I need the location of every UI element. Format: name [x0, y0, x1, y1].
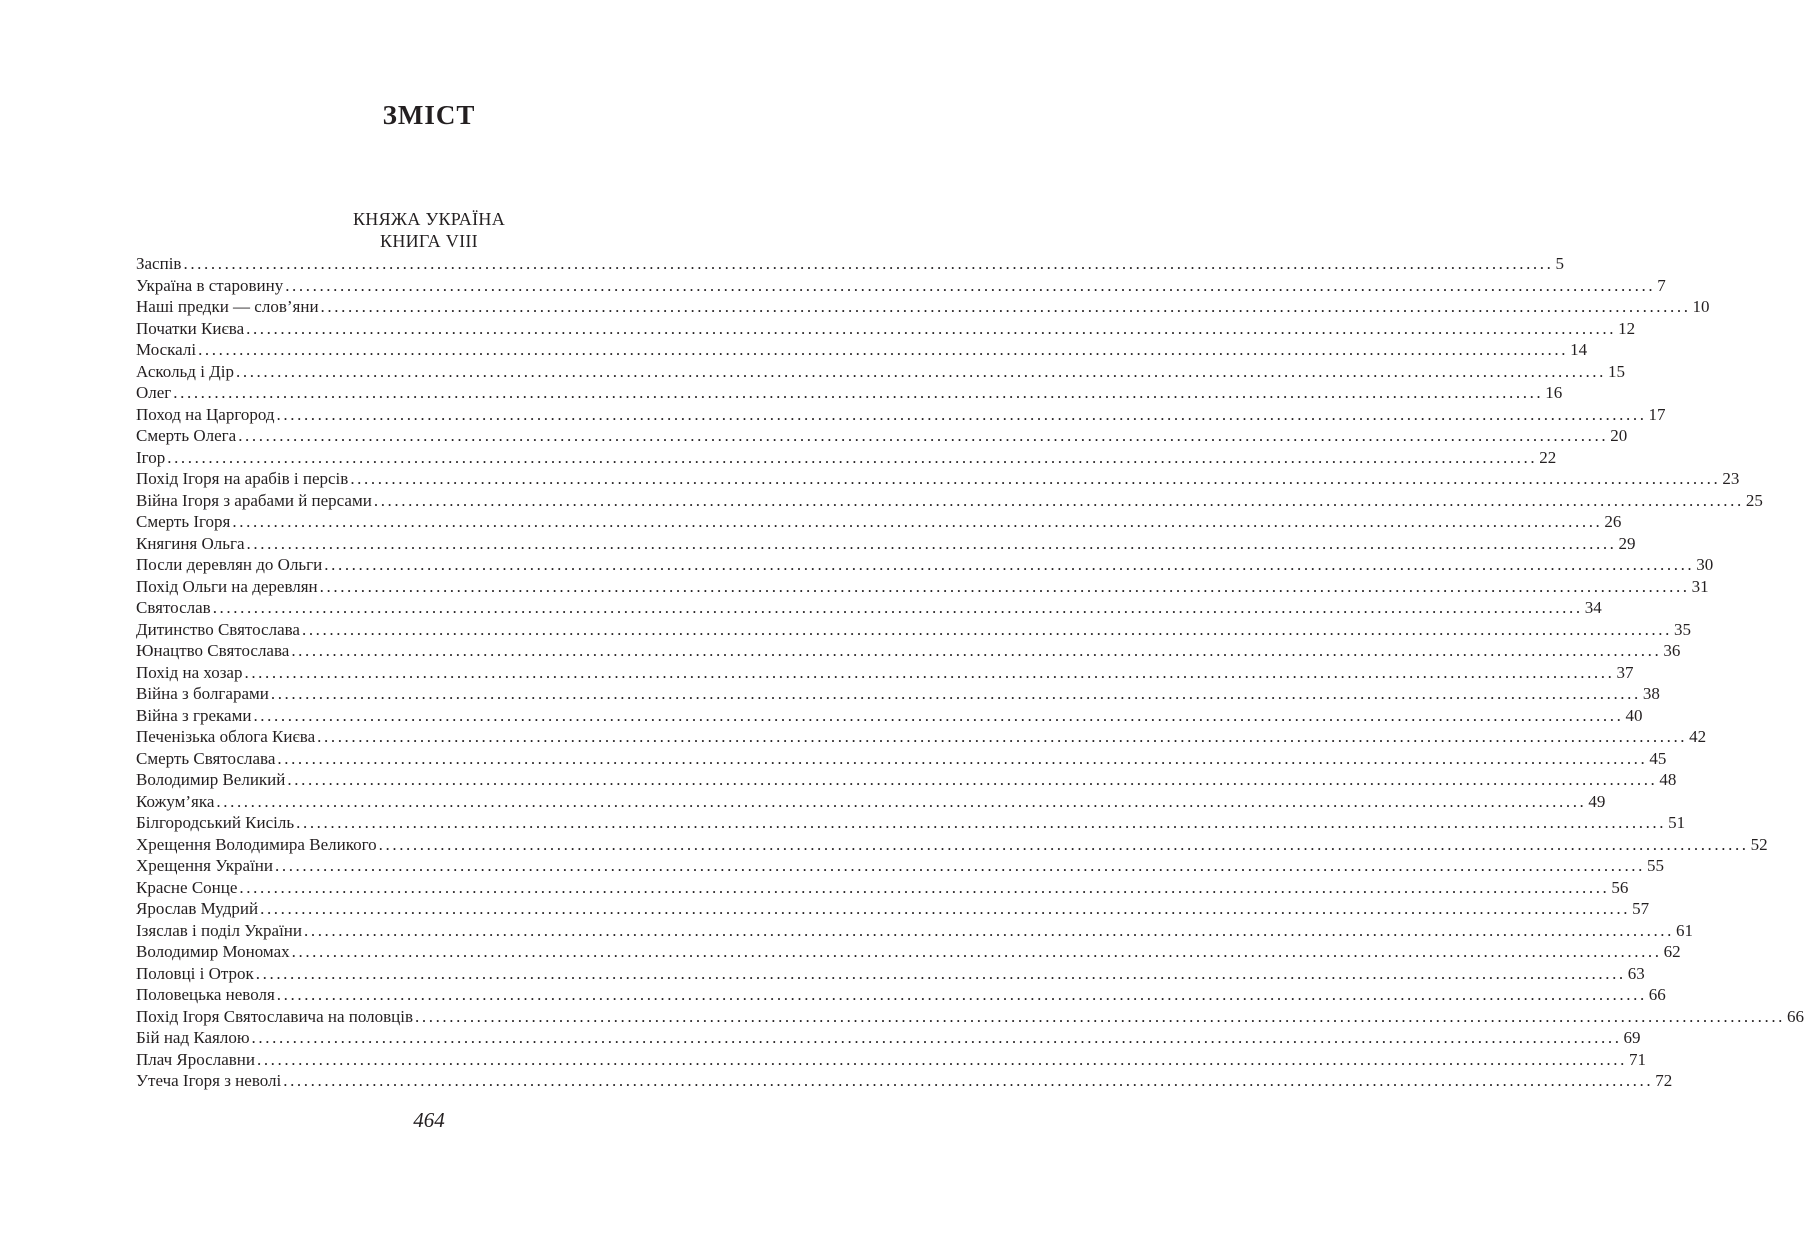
dot-leader: ........................................................................................................................................................................................................: [212, 598, 1583, 617]
toc-entry-title: Утеча Ігоря з неволі: [136, 1071, 282, 1090]
toc-entry-title: Ізяслав і поділ України: [136, 920, 302, 940]
dot-leader: ........................................................................................................................................................................................................: [283, 1071, 1654, 1090]
toc-entry-title: Хрещення Володимира Великого: [136, 834, 377, 854]
toc-entry-page: 29: [1618, 533, 1636, 553]
dot-leader: ........................................................................................................................................................................................................: [324, 555, 1695, 574]
dot-leader: ........................................................................................................................................................................................................: [251, 1028, 1622, 1047]
toc-entry-page: 31: [1691, 576, 1709, 596]
toc-entry-title: Плач Ярославни: [136, 1049, 255, 1069]
dot-leader: ........................................................................................................................................................................................................: [275, 856, 1645, 875]
toc-entry-page: 69: [1623, 1028, 1641, 1047]
toc-entry-page: 42: [1689, 727, 1707, 746]
dot-leader: ........................................................................................................................................................................................................: [244, 662, 1615, 682]
toc-entry: [136, 1027, 1641, 1049]
table-of-contents: [136, 253, 1804, 1092]
toc-entry: [136, 619, 1691, 641]
toc-entry: [136, 705, 1643, 727]
toc-entry-title: Юнацтво Святослава: [136, 641, 290, 660]
toc-entry-page: 16: [1545, 383, 1563, 402]
dot-leader: ........................................................................................................................................................................................................: [270, 684, 1641, 703]
toc-entry-page: 66: [1648, 985, 1666, 1004]
toc-entry-page: 51: [1668, 813, 1686, 832]
toc-entry: [136, 576, 1709, 598]
dot-leader: ........................................................................................................................................................................................................: [216, 791, 1587, 811]
toc-entry-title: Війна з греками: [136, 705, 252, 725]
dot-leader: ........................................................................................................................................................................................................: [277, 748, 1648, 768]
toc-entry-page: 30: [1696, 555, 1714, 574]
toc-entry-page: 37: [1616, 662, 1634, 682]
toc-entry-title: Війна Ігоря з арабами й персами: [136, 490, 372, 510]
toc-entry: [136, 662, 1634, 684]
dot-leader: ........................................................................................................................................................................................................: [253, 705, 1624, 725]
dot-leader: ........................................................................................................................................................................................................: [296, 813, 1667, 832]
toc-entry: [136, 941, 1681, 963]
toc-entry-page: 45: [1649, 748, 1667, 768]
dot-leader: ........................................................................................................................................................................................................: [183, 254, 1554, 273]
toc-entry-page: 55: [1647, 856, 1664, 875]
dot-leader: ........................................................................................................................................................................................................: [260, 899, 1631, 918]
toc-entry: [136, 791, 1606, 813]
dot-leader: ........................................................................................................................................................................................................: [276, 985, 1647, 1004]
dot-leader: ........................................................................................................................................................................................................: [232, 512, 1603, 531]
toc-entry: [136, 361, 1625, 383]
toc-entry-title: Початки Києва: [136, 318, 245, 338]
toc-entry-page: 17: [1648, 404, 1666, 424]
dot-leader: ........................................................................................................................................................................................................: [350, 469, 1721, 488]
toc-entry-title: Володимир Мономах: [136, 942, 290, 961]
toc-entry: [136, 490, 1763, 512]
toc-entry: [136, 554, 1714, 576]
toc-entry: [136, 533, 1636, 555]
toc-entry-title: Україна в старовину: [136, 275, 284, 295]
section-subtitle: КНИГА VIII: [380, 231, 478, 251]
dot-leader: ........................................................................................................................................................................................................: [287, 770, 1658, 789]
toc-entry-title: Княгиня Ольга: [136, 533, 245, 553]
toc-entry-page: 38: [1642, 684, 1660, 703]
toc-entry-title: Володимир Великий: [136, 770, 286, 789]
toc-entry-title: Наші предки — слов’яни: [136, 297, 319, 316]
dot-leader: ........................................................................................................................................................................................................: [291, 942, 1662, 961]
dot-leader: ........................................................................................................................................................................................................: [198, 340, 1569, 359]
toc-entry-page: 35: [1673, 619, 1691, 639]
dot-leader: ........................................................................................................................................................................................................: [320, 297, 1691, 316]
toc-entry: [136, 296, 1710, 318]
toc-entry: [136, 834, 1768, 856]
toc-entry-title: Олег: [136, 383, 172, 402]
toc-entry: [136, 898, 1650, 920]
dot-leader: ........................................................................................................................................................................................................: [285, 275, 1656, 295]
toc-entry-page: 63: [1627, 963, 1645, 983]
toc-entry: [136, 404, 1666, 426]
toc-entry-page: 34: [1584, 598, 1602, 617]
toc-entry-page: 20: [1610, 426, 1628, 445]
toc-entry-page: 49: [1588, 791, 1606, 811]
toc-entry: [136, 1049, 1646, 1071]
toc-entry-page: 71: [1628, 1049, 1646, 1069]
toc-entry-page: 26: [1604, 512, 1622, 531]
dot-leader: ........................................................................................................................................................................................................: [373, 490, 1744, 510]
dot-leader: ........................................................................................................................................................................................................: [319, 576, 1690, 596]
toc-entry: [136, 275, 1666, 297]
toc-entry-page: 57: [1632, 899, 1650, 918]
toc-entry-page: 10: [1692, 297, 1710, 316]
toc-entry-page: 12: [1618, 318, 1636, 338]
toc-entry-title: Білгородський Кисіль: [136, 813, 295, 832]
toc-entry-page: 48: [1659, 770, 1677, 789]
toc-entry-page: 15: [1608, 361, 1625, 381]
toc-entry: [136, 812, 1686, 834]
toc-entry-page: 7: [1657, 275, 1666, 295]
toc-entry-page: 62: [1663, 942, 1681, 961]
toc-entry: [136, 1006, 1804, 1028]
toc-entry-title: Печенізька облога Києва: [136, 727, 316, 746]
dot-leader: ........................................................................................................................................................................................................: [317, 727, 1688, 746]
toc-entry-title: Бій над Каялою: [136, 1028, 250, 1047]
toc-entry-title: Похід Ігоря на арабів і персів: [136, 469, 349, 488]
toc-entry-page: 40: [1625, 705, 1643, 725]
toc-entry-title: Москалі: [136, 340, 197, 359]
toc-entry-page: 72: [1655, 1071, 1673, 1090]
toc-entry-title: Красне Сонце: [136, 877, 238, 897]
toc-entry-title: Ігор: [136, 447, 166, 467]
toc-entry-page: 5: [1555, 254, 1564, 273]
toc-entry-page: 14: [1570, 340, 1588, 359]
toc-entry: [136, 683, 1660, 705]
dot-leader: ........................................................................................................................................................................................................: [239, 877, 1610, 897]
toc-entry-title: Поход на Царгород: [136, 404, 275, 424]
toc-entry-page: 36: [1663, 641, 1681, 660]
toc-entry: [136, 253, 1564, 275]
toc-entry: [136, 339, 1588, 361]
toc-entry: [136, 748, 1667, 770]
toc-entry-title: Хрещення України: [136, 856, 273, 875]
toc-entry-title: Аскольд і Дір: [136, 361, 234, 381]
toc-entry-title: Половці і Отрок: [136, 963, 254, 983]
toc-entry-title: Посли деревлян до Ольги: [136, 555, 323, 574]
dot-leader: ........................................................................................................................................................................................................: [246, 533, 1617, 553]
toc-entry: [136, 468, 1740, 490]
dot-leader: ........................................................................................................................................................................................................: [304, 920, 1674, 940]
toc-entry-title: Дитинство Святослава: [136, 619, 300, 639]
page-number: 464: [413, 1108, 445, 1132]
toc-entry: [136, 984, 1666, 1006]
toc-entry-title: Заспів: [136, 254, 182, 273]
section-title: КНЯЖА УКРАЇНА: [353, 209, 505, 229]
dot-leader: ........................................................................................................................................................................................................: [167, 447, 1538, 467]
toc-entry: [136, 511, 1622, 533]
toc-entry-page: 61: [1676, 920, 1693, 940]
toc-entry: [136, 769, 1677, 791]
toc-entry-page: 56: [1611, 877, 1629, 897]
toc-entry-page: 52: [1750, 834, 1768, 854]
dot-leader: ........................................................................................................................................................................................................: [173, 383, 1544, 402]
dot-leader: ........................................................................................................................................................................................................: [291, 641, 1662, 660]
toc-entry-title: Похід Ігоря Святославича на половців: [136, 1006, 414, 1026]
toc-entry-title: Смерть Святослава: [136, 748, 276, 768]
toc-entry-title: Ярослав Мудрий: [136, 899, 259, 918]
toc-entry-page: 22: [1539, 447, 1557, 467]
toc-entry: [136, 877, 1629, 899]
toc-entry: [136, 318, 1636, 340]
toc-entry-page: 25: [1745, 490, 1763, 510]
toc-entry: [136, 382, 1563, 404]
toc-entry: [136, 726, 1707, 748]
dot-leader: ........................................................................................................................................................................................................: [236, 361, 1606, 381]
toc-entry-title: Святослав: [136, 598, 211, 617]
toc-entry-page: 66: [1787, 1006, 1804, 1026]
dot-leader: ........................................................................................................................................................................................................: [246, 318, 1617, 338]
toc-entry: [136, 425, 1628, 447]
toc-entry-title: Похід Ольги на деревлян: [136, 576, 318, 596]
toc-entry-page: 23: [1722, 469, 1740, 488]
toc-entry: [136, 920, 1693, 942]
toc-entry-title: Половецька неволя: [136, 985, 275, 1004]
toc-entry: [136, 963, 1645, 985]
dot-leader: ........................................................................................................................................................................................................: [415, 1006, 1786, 1026]
toc-entry: [136, 447, 1557, 469]
toc-entry-title: Смерть Олега: [136, 426, 237, 445]
dot-leader: ........................................................................................................................................................................................................: [301, 619, 1672, 639]
toc-entry-title: Кожум’яка: [136, 791, 215, 811]
dot-leader: ........................................................................................................................................................................................................: [255, 963, 1626, 983]
dot-leader: ........................................................................................................................................................................................................: [238, 426, 1609, 445]
toc-entry-title: Війна з болгарами: [136, 684, 269, 703]
page-title: ЗМІСТ: [382, 100, 476, 130]
toc-entry: [136, 855, 1664, 877]
toc-entry: [136, 1070, 1673, 1092]
toc-entry: [136, 597, 1602, 619]
dot-leader: ........................................................................................................................................................................................................: [378, 834, 1749, 854]
dot-leader: ........................................................................................................................................................................................................: [256, 1049, 1627, 1069]
toc-entry-title: Смерть Ігоря: [136, 512, 231, 531]
dot-leader: ........................................................................................................................................................................................................: [276, 404, 1647, 424]
toc-entry: [136, 640, 1681, 662]
toc-entry-title: Похід на хозар: [136, 662, 243, 682]
